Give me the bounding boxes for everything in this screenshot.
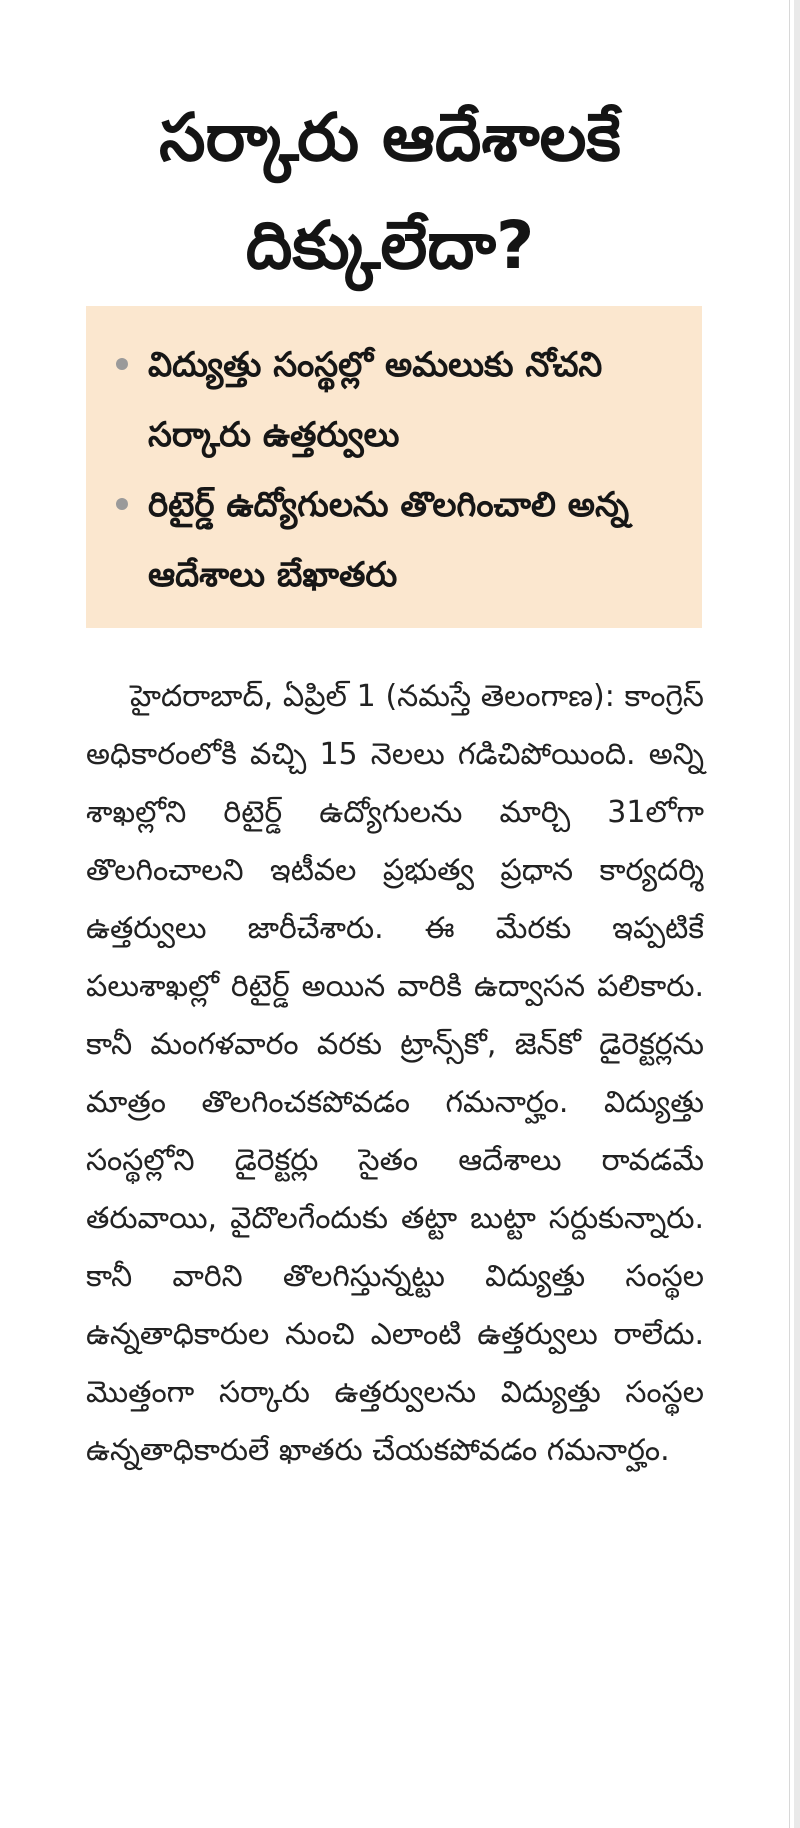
page-edge xyxy=(794,0,800,1828)
bullet-icon xyxy=(116,498,128,510)
highlights-box xyxy=(86,306,702,628)
highlight-item xyxy=(114,470,680,610)
highlight-text: రిటైర్డ్ ఉద్యోగులను తొలగించాలి అన్న ఆదేశాలు బేఖాతరు xyxy=(148,485,629,595)
bullet-icon xyxy=(116,358,128,370)
highlight-text: విద్యుత్తు సంస్థల్లో అమలుకు నోచని సర్కారు ఉత్తర్వులు xyxy=(148,345,603,455)
article-body xyxy=(86,668,704,1480)
headline-line-2: దిక్కులేదా? xyxy=(245,207,535,285)
page-edge-line xyxy=(789,0,790,1828)
headline xyxy=(70,84,710,300)
headline-line-1: సర్కారు ఆదేశాలకే xyxy=(159,99,621,177)
article-paragraph: హైదరాబాద్, ఏప్రిల్ 1 (నమస్తే తెలంగాణ): కాంగ్రెస్ అధికారంలోకి వచ్చి 15 నెలలు గడిచిపోయింది. అన్ని శాఖల్లోని రిటైర్డ్ ఉద్యోగులను మార్చి 31లోగా తొలగించాలని ఇటీవల ప్రభుత్వ ప్రధాన కార్యదర్శి ఉత్తర్వులు జారీచేశారు. ఈ మేరకు ఇప్పటికే పలుశాఖల్లో రిటైర్డ్ అయిన వారికి ఉద్వాసన పలికారు. కానీ మంగళవారం వరకు ట్రాన్స్‌కో, జెన్‌కో డైరెక్టర్లను మాత్రం తొలగించకపోవడం గమనార్హం. విద్యుత్తు సంస్థల్లోని డైరెక్టర్లు సైతం ఆదేశాలు రావడమే తరువాయి, వైదొలగేందుకు తట్టా బుట్టా సర్దుకున్నారు. కానీ వారిని తొలగిస్తున్నట్టు విద్యుత్తు సంస్థల ఉన్నతాధికారుల నుంచి ఎలాంటి ఉత్తర్వులు రాలేదు. మొత్తంగా సర్కారు ఉత్తర్వులను విద్యుత్తు సంస్థల ఉన్నతాధికారులే ఖాతరు చేయకపోవడం గమనార్హం. xyxy=(86,679,704,1468)
highlight-item xyxy=(114,330,680,470)
